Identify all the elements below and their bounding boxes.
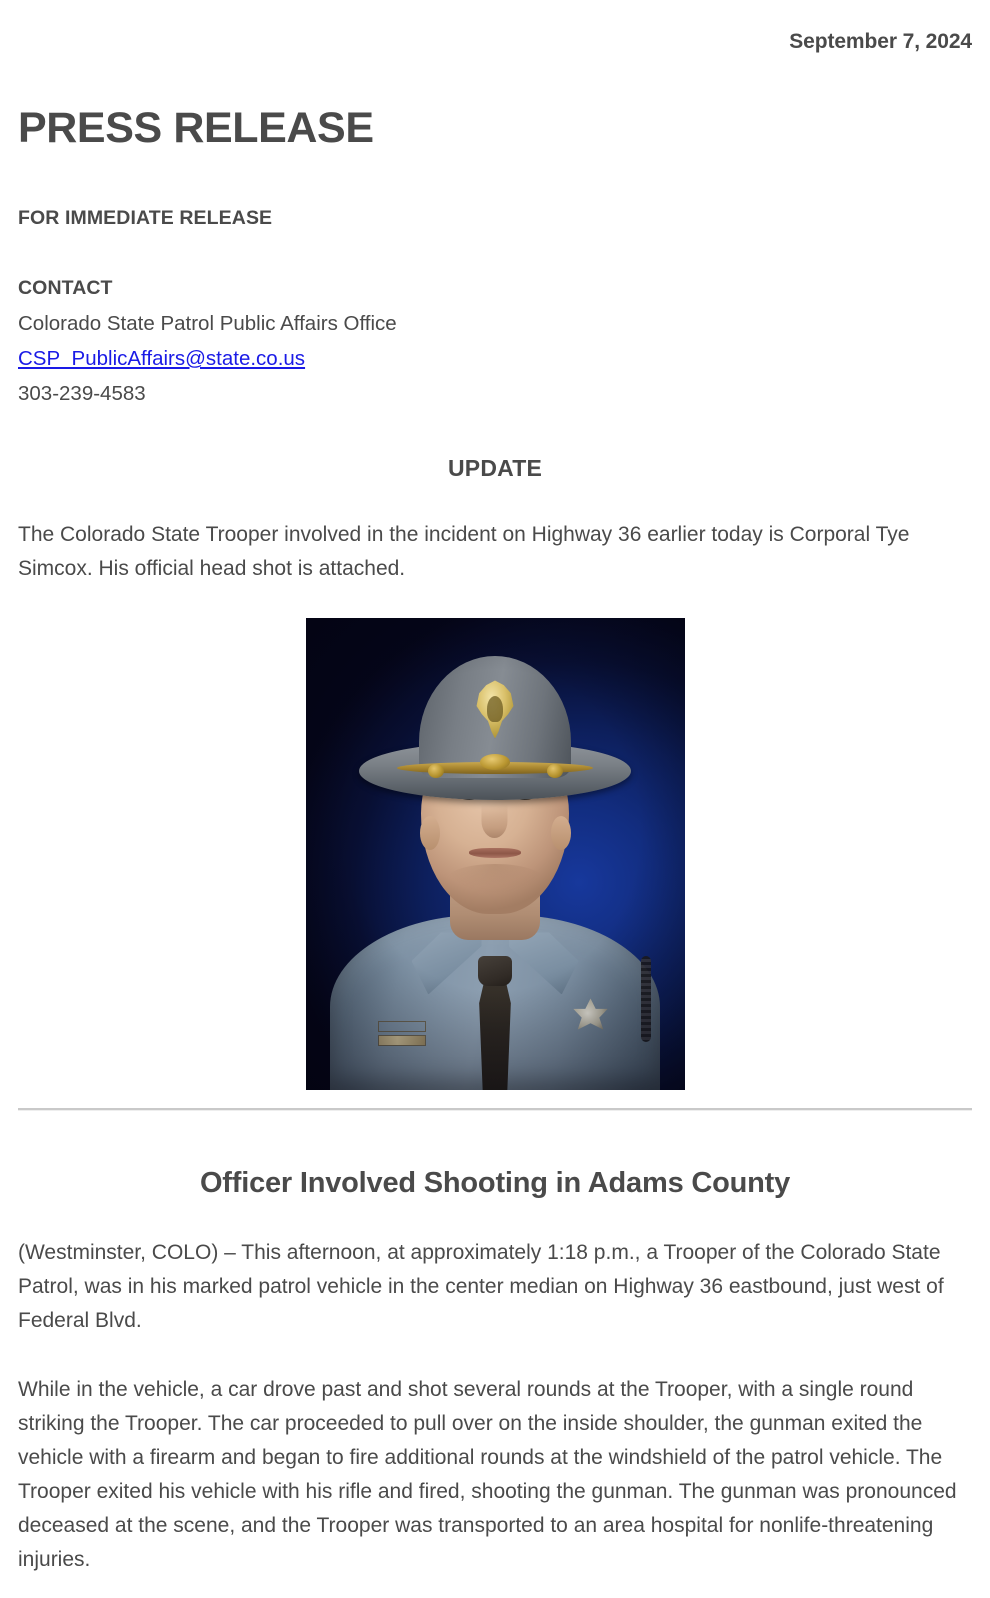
page-title: PRESS RELEASE (18, 104, 374, 152)
section-divider (18, 1108, 972, 1111)
immediate-release-label: FOR IMMEDIATE RELEASE (18, 207, 273, 230)
trooper-headshot-image (306, 618, 685, 1090)
release-date: September 7, 2024 (789, 30, 972, 53)
photo-vignette (306, 618, 685, 1090)
story-paragraph-2: While in the vehicle, a car drove past and shot several rounds at the Trooper, with a single round striking the Trooper. The car proceeded to pull over on the inside shoulder, the gunman exited the vehicle with a firearm and began to fire additional rounds at the windshield of the patrol vehicle. The Trooper exited his vehicle with his rifle and fired, shooting the gunman. The gunman was pronounced deceased at the scene, and the Trooper was transported to an area hospital for nonlife-threatening injuries. (18, 1377, 957, 1571)
contact-block (18, 272, 972, 411)
contact-phone: 303-239-4583 (18, 382, 146, 406)
story-paragraph-1: (Westminster, COLO) – This afternoon, at approximately 1:18 p.m., a Trooper of the Colorado State Patrol, was in his marked patrol vehicle in the center median on Highway 36 eastbound, just west of Federal Blvd. (18, 1241, 944, 1333)
update-body-text: The Colorado State Trooper involved in the incident on Highway 36 earlier today is Corporal Tye Simcox. His official head shot is attached. (18, 523, 910, 581)
contact-email-line (18, 341, 972, 376)
contact-label: CONTACT (18, 277, 113, 300)
update-heading: UPDATE (447, 455, 543, 482)
story-headline: Officer Involved Shooting in Adams County (199, 1167, 791, 1200)
contact-email-link[interactable]: CSP_PublicAffairs@state.co.us (18, 346, 306, 370)
contact-office: Colorado State Patrol Public Affairs Office (18, 311, 397, 335)
portrait-container (18, 618, 972, 1090)
